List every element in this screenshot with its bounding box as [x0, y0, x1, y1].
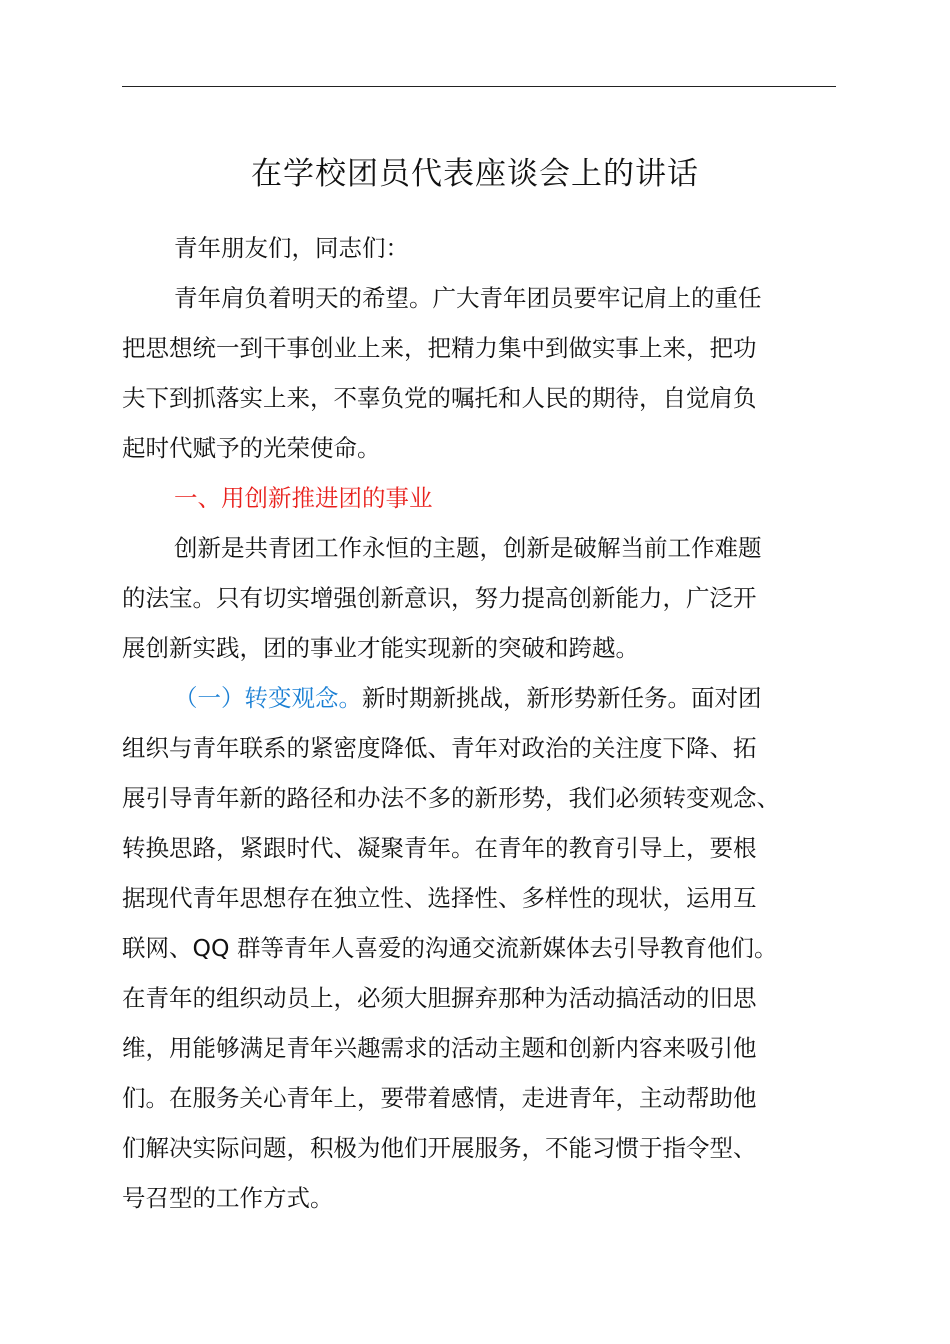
header-rule	[122, 86, 836, 87]
subsection1-first-line-text: 新时期新挑战，新形势新任务。面对团	[362, 684, 762, 712]
section1-line-3: 展创新实践，团的事业才能实现新的突破和跨越。	[122, 634, 639, 662]
subsection1-line-4: 转换思路，紧跟时代、凝聚青年。在青年的教育引导上，要根	[122, 834, 757, 862]
section1-line-1: 创新是共青团工作永恒的主题，创新是破解当前工作难题	[174, 534, 762, 562]
subsection1-line-6: 联网、QQ 群等青年人喜爱的沟通交流新媒体去引导教育他们。	[122, 934, 778, 962]
subsection1-line-7: 在青年的组织动员上，必须大胆摒弃那种为活动搞活动的旧思	[122, 984, 757, 1012]
subsection1-line-2: 组织与青年联系的紧密度降低、青年对政治的关注度下降、拓	[122, 734, 757, 762]
subsection1-line-9: 们。在服务关心青年上，要带着感情，走进青年，主动帮助他	[122, 1084, 757, 1112]
subsection1-line-11: 号召型的工作方式。	[122, 1184, 334, 1212]
subsection1-first-line	[174, 681, 762, 715]
subsection1-line-3: 展引导青年新的路径和办法不多的新形势，我们必须转变观念、	[122, 784, 780, 812]
intro-line-2: 把思想统一到干事创业上来，把精力集中到做实事上来，把功	[122, 334, 757, 362]
subsection1-line-10: 们解决实际问题，积极为他们开展服务，不能习惯于指令型、	[122, 1134, 757, 1162]
section1-line-2: 的法宝。只有切实增强创新意识，努力提高创新能力，广泛开	[122, 584, 757, 612]
subsection-heading-1: （一）转变观念。	[174, 684, 362, 712]
intro-line-1: 青年肩负着明天的希望。广大青年团员要牢记肩上的重任	[174, 284, 762, 312]
subsection1-line-5: 据现代青年思想存在独立性、选择性、多样性的现状，运用互	[122, 884, 757, 912]
intro-line-3: 夫下到抓落实上来，不辜负党的嘱托和人民的期待，自觉肩负	[122, 384, 757, 412]
salutation: 青年朋友们，同志们：	[174, 234, 409, 262]
subsection1-line-8: 维，用能够满足青年兴趣需求的活动主题和创新内容来吸引他	[122, 1034, 757, 1062]
section-heading-1: 一、用创新推进团的事业	[174, 484, 433, 512]
intro-line-4: 起时代赋予的光荣使命。	[122, 434, 381, 462]
page-title: 在学校团员代表座谈会上的讲话	[251, 156, 699, 192]
